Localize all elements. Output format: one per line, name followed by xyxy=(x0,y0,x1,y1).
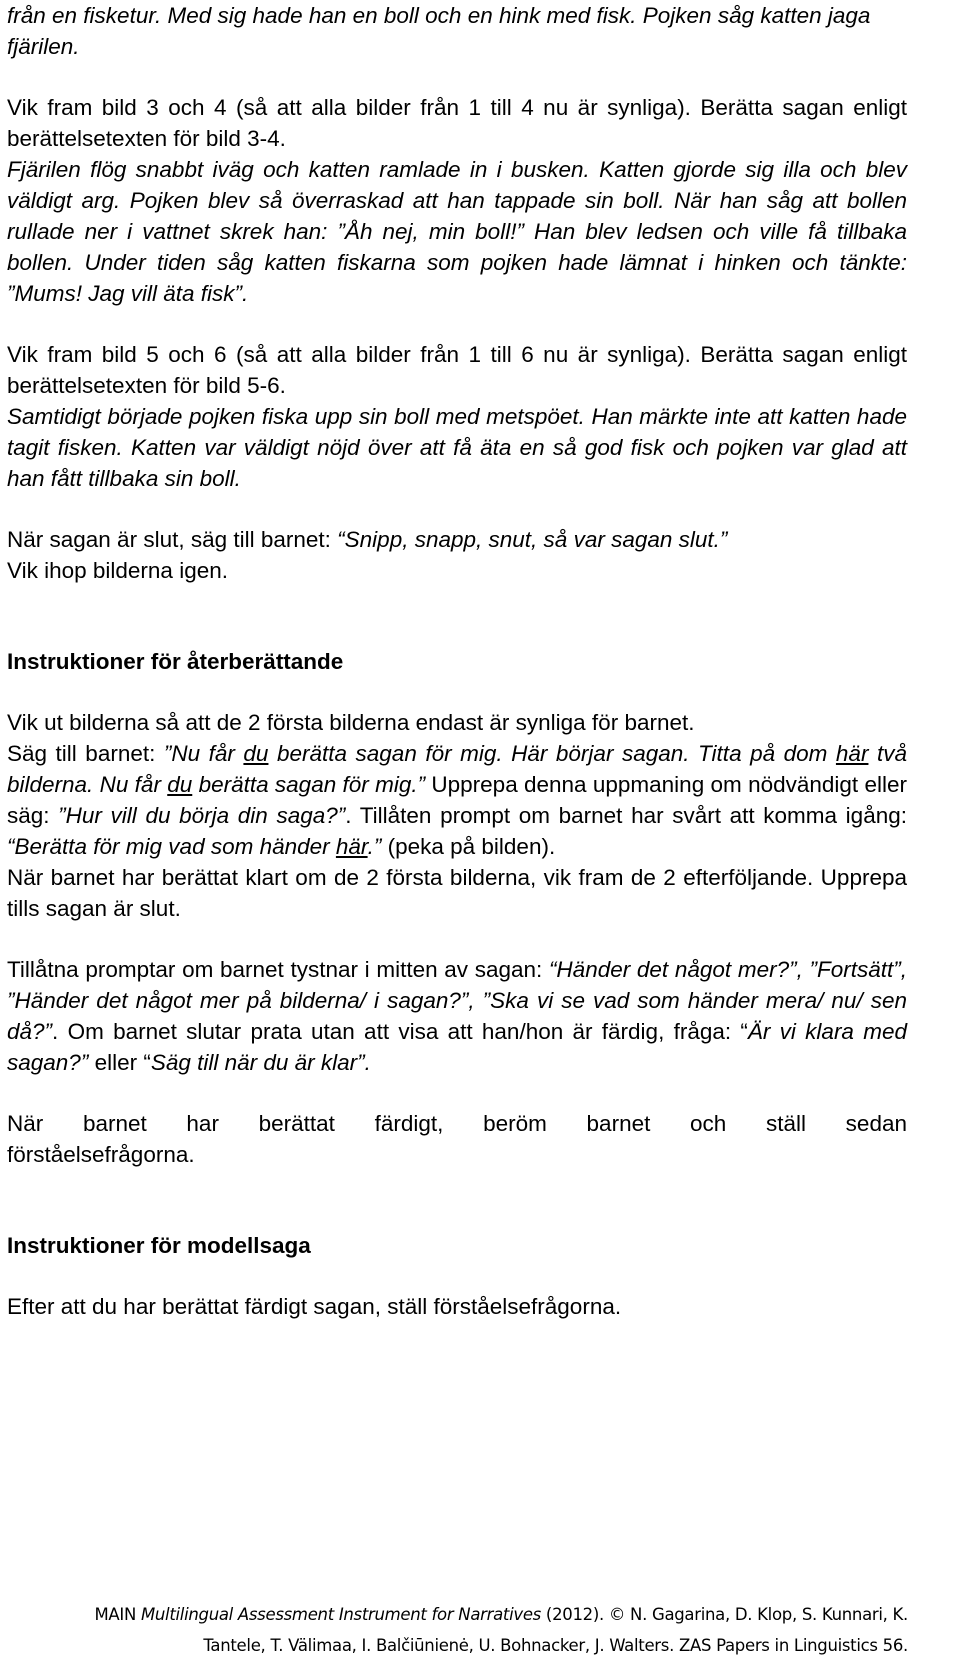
prompts-quote-1: “Händer det något mer?”, ”Fortsätt”, ”Händer det något mer på bilderna/ i sagan?”, ”Ska vi se vad som händer mera/ nu/ sen då?” xyxy=(7,957,908,1044)
retelling-quote-1: ”Nu får du berätta sagan för mig. Här börjar sagan. Titta på dom här två bilderna. Nu får du berätta sagan för mig.” xyxy=(7,741,907,797)
story-text-5-6: Samtidigt började pojken fiska upp sin boll med metspöet. Han märkte inte att katten hade tagit fisken. Katten var väldigt nöjd över att få äta en så god fisk och pojken var glad att han fått tillbaka sin boll. xyxy=(7,404,907,491)
model-story-instruction: Efter att du har berättat färdigt sagan, ställ förståelsefrågorna. xyxy=(7,1294,622,1319)
footer-citation xyxy=(42,1599,908,1661)
ending-text: När sagan är slut, säg till barnet: xyxy=(7,527,338,552)
footer-line-2: Tantele, T. Välimaa, I. Balčiūnienė, U. Bohnacker, J. Walters. ZAS Papers in Linguistics 56. xyxy=(203,1636,908,1655)
retelling-text-1: Vik ut bilderna så att de 2 första bilderna endast är synliga för barnet. xyxy=(7,710,695,735)
retelling-instructions xyxy=(7,707,907,924)
prompts-text-2: . Om barnet slutar prata utan att visa att han/hon är färdig, fråga: “ xyxy=(52,1019,748,1044)
footer-line-1: MAIN Multilingual Assessment Instrument for Narratives (2012). © N. Gagarina, D. Klop, S. Kunnari, K. xyxy=(94,1605,908,1624)
instruction-text: Vik fram bild 3 och 4 (så att alla bilder från 1 till 4 nu är synliga). Berätta sagan enligt berättelsetexten för bild 3-4. xyxy=(7,95,907,151)
instruction-pictures-5-6 xyxy=(7,339,907,494)
retelling-quote-2: ”Hur vill du börja din saga?” xyxy=(58,803,346,828)
story-ending-instruction xyxy=(7,524,907,586)
heading-model-story: Instruktioner för modellsaga xyxy=(7,1233,311,1258)
prompts-quote-3: Säg till när du är klar”. xyxy=(150,1050,371,1075)
retelling-text-4: . Tillåten prompt om barnet har svårt att komma igång: xyxy=(345,803,907,828)
retelling-text-3: Upprepa denna uppmaning om nödvändigt eller säg: xyxy=(7,772,907,828)
story-text-1-2: från en fisketur. Med sig hade han en boll och en hink med fisk. Pojken såg katten jaga fjärilen. xyxy=(7,3,871,59)
retelling-quote-3: “Berätta för mig vad som händer här.” xyxy=(7,834,382,859)
fold-instruction: Vik ihop bilderna igen. xyxy=(7,558,228,583)
prompts-text-1: Tillåtna promptar om barnet tystnar i mitten av sagan: xyxy=(7,957,549,982)
allowed-prompts xyxy=(7,954,907,1078)
retelling-text-2: Säg till barnet: xyxy=(7,741,164,766)
story-continuation xyxy=(7,0,907,62)
instruction-text: Vik fram bild 5 och 6 (så att alla bilder från 1 till 6 nu är synliga). Berätta sagan enligt berättelsetexten för bild 5-6. xyxy=(7,342,907,398)
retelling-text-5: (peka på bilden). xyxy=(381,834,556,859)
retelling-text-6: När barnet har berättat klart om de 2 första bilderna, vik fram de 2 efterföljande. Upprepa tills sagan är slut. xyxy=(7,865,907,921)
prompts-text-3: eller “ xyxy=(88,1050,151,1075)
document-page xyxy=(7,0,907,1322)
praise-instruction: När barnet har berättat färdigt, beröm barnet och ställ sedan förståelsefrågorna. xyxy=(7,1111,907,1167)
ending-quote: “Snipp, snapp, snut, så var sagan slut.” xyxy=(337,527,728,552)
prompts-quote-2: Är vi klara med sagan?” xyxy=(7,1019,907,1075)
instruction-pictures-3-4 xyxy=(7,92,907,309)
heading-retelling: Instruktioner för återberättande xyxy=(7,649,344,674)
story-text-3-4: Fjärilen flög snabbt iväg och katten ramlade in i busken. Katten gjorde sig illa och blev väldigt arg. Pojken blev så överraskad att han tappade sin boll. När han såg att bollen rullade ner i vattnet skrek han: ”Åh nej, min boll!” Han blev ledsen och ville få tillbaka bollen. Under tiden såg katten fiskarna som pojken hade lämnat i hinken och tänkte: ”Mums! Jag vill äta fisk”. xyxy=(7,157,907,306)
